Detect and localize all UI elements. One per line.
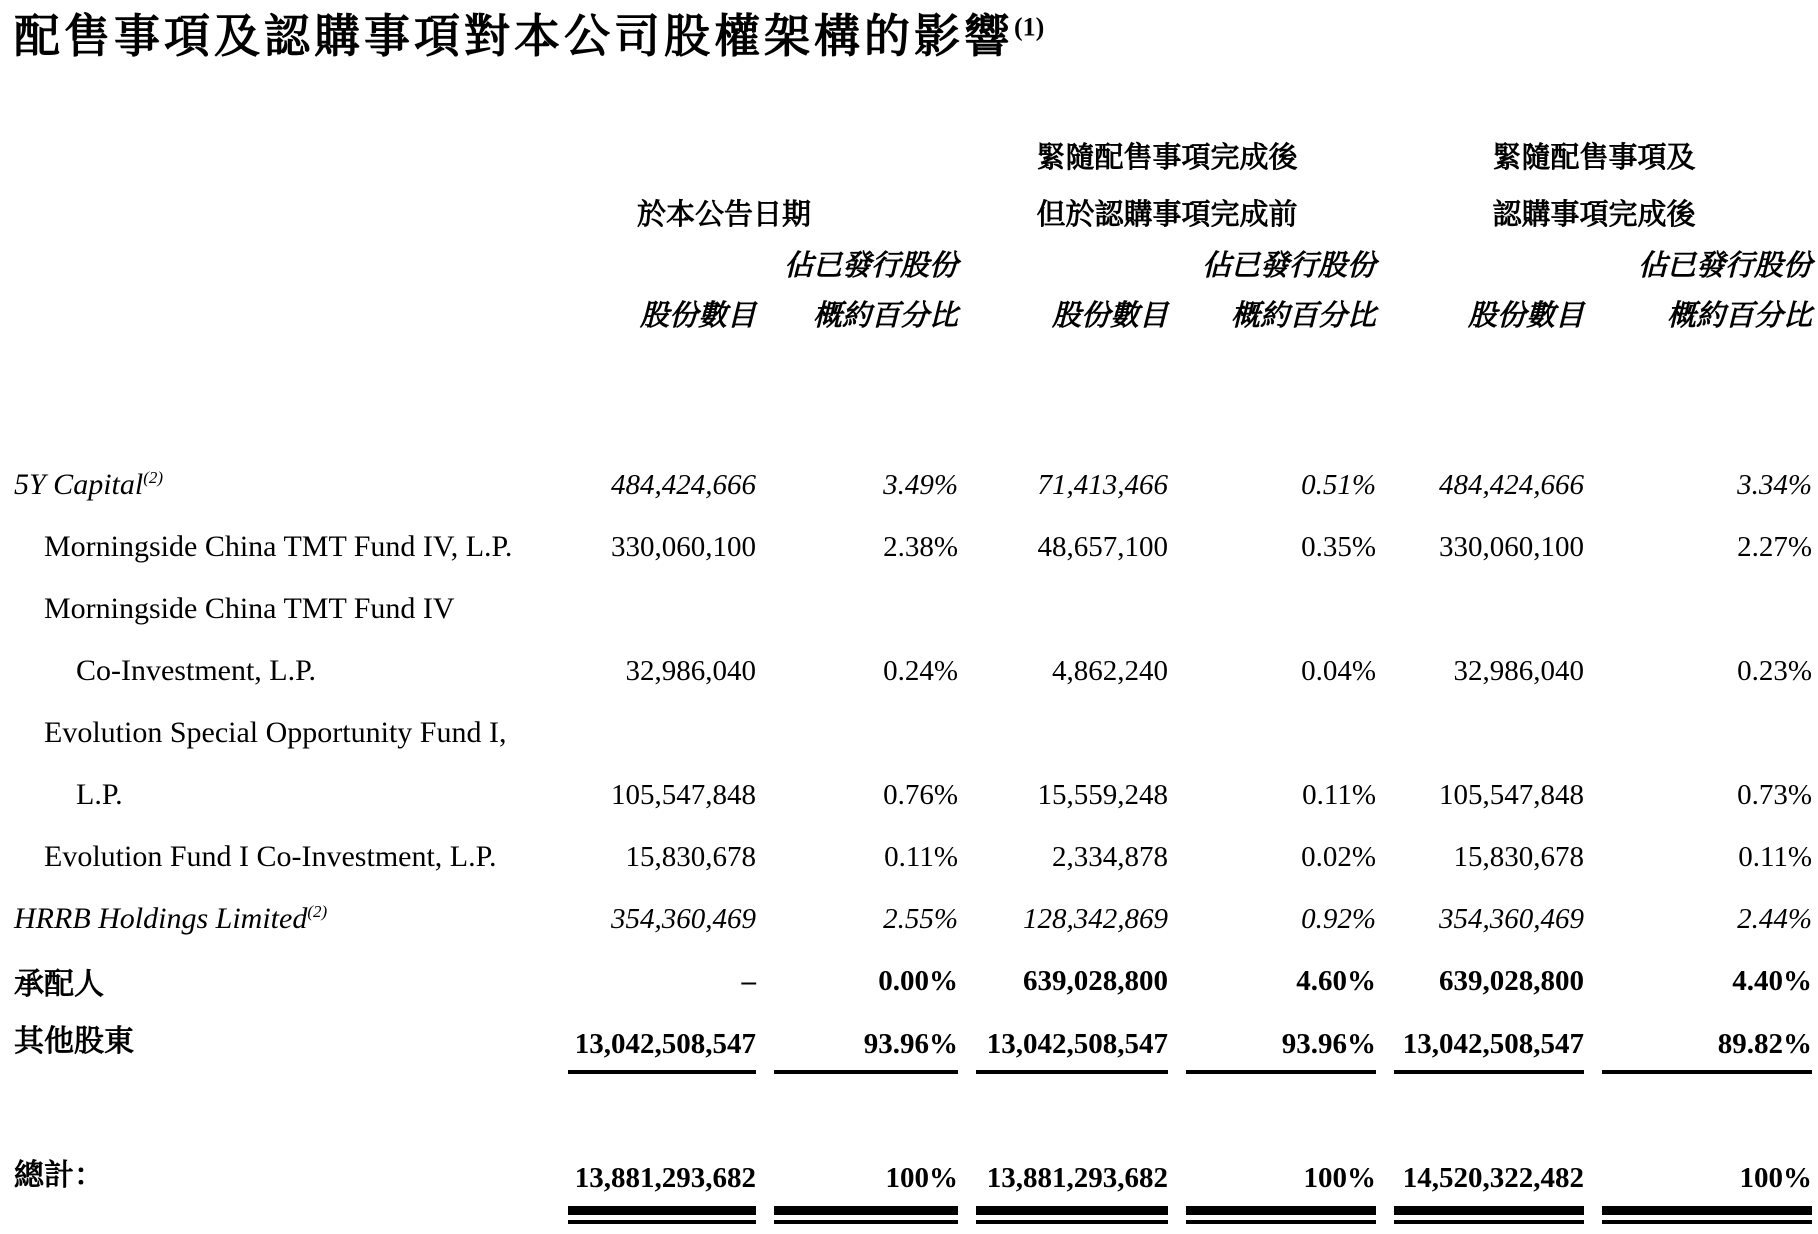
document-title-text: 配售事項及認購事項對本公司股權架構的影響 — [14, 10, 1014, 62]
double-rule — [568, 1206, 756, 1224]
cell-pct-1 — [756, 578, 958, 640]
double-rule — [1602, 1206, 1812, 1224]
pct-over-label-2: 佔已發行股份 — [1202, 250, 1377, 282]
cell-shares-1 — [490, 578, 756, 640]
cell-pct-2: 100% — [1168, 1144, 1376, 1224]
cell-pct-1: 2.38% — [883, 530, 958, 563]
table-row-evolution-fund-coinvest — [14, 826, 1812, 888]
cell-pct-1: 100% — [756, 1144, 958, 1224]
cell-pct-3 — [1584, 578, 1812, 640]
header-empty — [14, 284, 490, 334]
table-row-morningside-lp — [14, 516, 1812, 578]
pct-label-3: 概約百分比 — [1667, 300, 1813, 332]
row-label: HRRB Holdings Limited$^{(2)}$ — [14, 902, 328, 935]
shareholding-table — [14, 118, 1812, 1224]
cell-shares-3: 639,028,800 — [1439, 964, 1585, 997]
total-label: 總計： — [14, 1159, 104, 1192]
cell-shares-1 — [490, 702, 756, 764]
cell-shares-1: 32,986,040 — [625, 654, 756, 687]
cell-shares-2: 128,342,869 — [1023, 902, 1168, 935]
table-row-morningside-coinvest-line1 — [14, 578, 1812, 640]
cell-shares-2 — [958, 578, 1168, 640]
cell-shares-1: 13,881,293,682 — [490, 1144, 756, 1224]
pct-over-label-3: 佔已發行股份 — [1638, 250, 1813, 282]
table-row-5y-capital — [14, 454, 1812, 516]
double-rule — [976, 1206, 1168, 1224]
cell-pct-2 — [1168, 578, 1376, 640]
shares-label-1: 股份數目 — [639, 300, 756, 332]
cell-shares-2: 13,881,293,682 — [958, 1144, 1168, 1224]
row-label: 5Y Capital$^{(2)}$ — [14, 468, 164, 501]
cell-pct-2: 0.92% — [1301, 902, 1377, 935]
cell-shares-3: 354,360,469 — [1439, 902, 1585, 935]
cell-pct-2: 93.96% — [1168, 1012, 1376, 1074]
cell-pct-1: 93.96% — [756, 1012, 958, 1074]
title-footnote-marker: (1) — [1014, 12, 1045, 42]
row-footnote-marker: (2) — [307, 902, 328, 921]
table-row-placees — [14, 950, 1812, 1012]
cell-shares-1: – — [741, 964, 756, 997]
group-header-after-subscription: 認購事項完成後 — [1492, 199, 1696, 231]
header-group-row-1 — [14, 118, 1812, 176]
header-empty — [14, 233, 490, 284]
cell-shares-3: 484,424,666 — [1439, 468, 1585, 501]
cell-pct-1: 3.49% — [883, 468, 958, 501]
header-empty — [490, 233, 756, 284]
double-rule — [1186, 1206, 1376, 1224]
header-pct-over-row — [14, 233, 1812, 284]
spacer-row — [14, 334, 1812, 454]
cell-pct-1: 0.11% — [884, 840, 958, 873]
row-label: Co-Investment, L.P. — [76, 654, 316, 687]
pct-label-1: 概約百分比 — [812, 300, 958, 332]
row-label: Evolution Fund I Co-Investment, L.P. — [44, 840, 497, 873]
cell-pct-1 — [756, 702, 958, 764]
double-rule — [1394, 1206, 1584, 1224]
cell-shares-2: 13,042,508,547 — [958, 1012, 1168, 1074]
cell-shares-2: 15,559,248 — [1037, 778, 1168, 811]
header-empty — [14, 118, 958, 176]
cell-shares-1: 105,547,848 — [611, 778, 756, 811]
cell-pct-2: 0.04% — [1301, 654, 1377, 687]
cell-shares-3: 13,042,508,547 — [1376, 1012, 1584, 1074]
cell-pct-3: 4.40% — [1732, 964, 1813, 997]
cell-pct-3: 2.27% — [1737, 530, 1813, 563]
header-empty — [958, 233, 1168, 284]
cell-pct-1: 2.55% — [883, 902, 958, 935]
table-row-total — [14, 1144, 1812, 1224]
cell-pct-1: 0.00% — [878, 964, 958, 997]
cell-pct-3: 0.23% — [1737, 654, 1813, 687]
table-row-hrrb-holdings — [14, 888, 1812, 950]
cell-pct-3: 0.73% — [1737, 778, 1813, 811]
cell-pct-1: 0.76% — [883, 778, 958, 811]
cell-pct-3: 2.44% — [1737, 902, 1813, 935]
row-label: Evolution Special Opportunity Fund I, — [44, 716, 507, 749]
header-empty — [14, 176, 490, 233]
cell-pct-2: 0.11% — [1302, 778, 1377, 811]
cell-shares-2: 639,028,800 — [1023, 964, 1168, 997]
cell-shares-2 — [958, 702, 1168, 764]
table-row-evolution-special-line2 — [14, 764, 1812, 826]
document-title — [14, 8, 1818, 64]
row-label: 承配人 — [14, 968, 104, 1001]
row-label: Morningside China TMT Fund IV — [44, 592, 455, 625]
row-label: L.P. — [76, 778, 123, 811]
cell-shares-2: 71,413,466 — [1037, 468, 1168, 501]
cell-pct-3: 0.11% — [1738, 840, 1813, 873]
shares-label-3: 股份數目 — [1468, 300, 1585, 332]
table-row-morningside-coinvest-line2 — [14, 640, 1812, 702]
cell-shares-3 — [1376, 578, 1584, 640]
cell-pct-3: 3.34% — [1737, 468, 1813, 501]
pct-label-2: 概約百分比 — [1231, 300, 1377, 332]
group-header-after-placing-and-subscription: 緊隨配售事項及 — [1492, 142, 1696, 174]
table-row-evolution-special-line1 — [14, 702, 1812, 764]
row-footnote-marker: (2) — [143, 468, 164, 487]
cell-pct-2 — [1168, 702, 1376, 764]
cell-shares-3: 105,547,848 — [1439, 778, 1585, 811]
cell-shares-1: 330,060,100 — [611, 530, 756, 563]
cell-shares-3: 15,830,678 — [1453, 840, 1585, 873]
cell-pct-3: 89.82% — [1584, 1012, 1812, 1074]
cell-pct-2: 4.60% — [1296, 964, 1377, 997]
cell-shares-1: 484,424,666 — [611, 468, 756, 501]
header-subcolumn-row — [14, 284, 1812, 334]
shares-label-2: 股份數目 — [1051, 300, 1168, 332]
cell-shares-3: 14,520,322,482 — [1376, 1144, 1584, 1224]
cell-pct-3: 100% — [1584, 1144, 1812, 1224]
cell-pct-2: 0.51% — [1301, 468, 1377, 501]
cell-shares-3: 330,060,100 — [1439, 530, 1585, 563]
spacer-row — [14, 1074, 1812, 1144]
header-group-row-2 — [14, 176, 1812, 233]
cell-shares-2: 4,862,240 — [1052, 654, 1168, 687]
cell-pct-1: 0.24% — [883, 654, 958, 687]
cell-pct-2: 0.35% — [1301, 530, 1377, 563]
cell-pct-3 — [1584, 702, 1812, 764]
cell-shares-2: 2,334,878 — [1052, 840, 1168, 873]
group-header-before-subscription: 但於認購事項完成前 — [1036, 199, 1298, 231]
cell-shares-2: 48,657,100 — [1037, 530, 1168, 563]
pct-over-label-1: 佔已發行股份 — [783, 250, 958, 282]
cell-shares-1: 15,830,678 — [625, 840, 756, 873]
double-rule — [774, 1206, 958, 1224]
header-empty — [1376, 233, 1584, 284]
cell-pct-2: 0.02% — [1301, 840, 1377, 873]
group-header-as-at-announcement-date: 於本公告日期 — [636, 199, 811, 231]
row-label: 其他股東 — [14, 1025, 134, 1058]
cell-shares-3 — [1376, 702, 1584, 764]
group-header-after-placing: 緊隨配售事項完成後 — [1036, 142, 1298, 174]
cell-shares-1: 13,042,508,547 — [490, 1012, 756, 1074]
cell-shares-1: 354,360,469 — [611, 902, 756, 935]
row-label: Morningside China TMT Fund IV, L.P. — [44, 530, 513, 563]
table-row-other-shareholders — [14, 1012, 1812, 1074]
cell-shares-3: 32,986,040 — [1453, 654, 1585, 687]
